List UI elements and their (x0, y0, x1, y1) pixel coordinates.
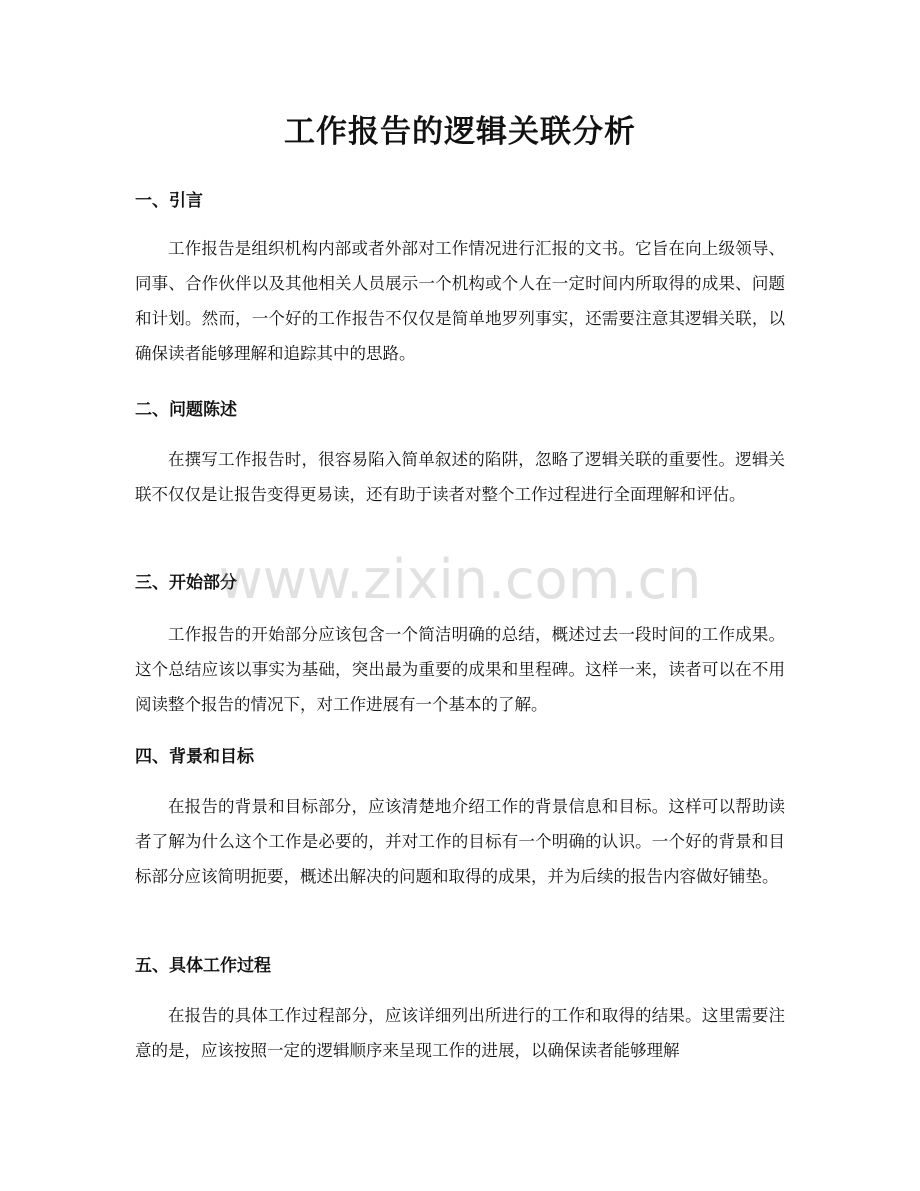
section-heading-problem-statement: 二、问题陈述 (135, 400, 237, 420)
section-paragraph-background-goals: 在报告的背景和目标部分，应该清楚地介绍工作的背景信息和目标。这样可以帮助读者了解为什么这个工作是必要的，并对工作的目标有一个明确的认识。一个好的背景和目标部分应该简明扼要，概述出解决的问题和取得的成果，并为后续的报告内容做好铺垫。 (135, 797, 785, 886)
section-heading-background-goals: 四、背景和目标 (135, 747, 254, 767)
section-heading-introduction: 一、引言 (135, 191, 203, 211)
section-heading-opening: 三、开始部分 (135, 573, 237, 593)
section-paragraph-introduction: 工作报告是组织机构内部或者外部对工作情况进行汇报的文书。它旨在向上级领导、同事、合作伙伴以及其他相关人员展示一个机构或个人在一定时间内所取得的成果、问题和计划。然而，一个好的工作报告不仅仅是简单地罗列事实，还需要注意其逻辑关联，以确保读者能够理解和追踪其中的思路。 (135, 239, 785, 363)
section-heading-work-process: 五、具体工作过程 (135, 956, 271, 976)
watermark-text: www.zixin.com.cn (218, 548, 702, 611)
section-paragraph-problem-statement: 在撰写工作报告时，很容易陷入简单叙述的陷阱，忽略了逻辑关联的重要性。逻辑关联不仅仅是让报告变得更易读，还有助于读者对整个工作过程进行全面理解和评估。 (135, 450, 785, 504)
section-paragraph-work-process: 在报告的具体工作过程部分，应该详细列出所进行的工作和取得的结果。这里需要注意的是，应该按照一定的逻辑顺序来呈现工作的进展，以确保读者能够理解 (135, 1006, 785, 1060)
section-paragraph-opening: 工作报告的开始部分应该包含一个简洁明确的总结，概述过去一段时间的工作成果。这个总结应该以事实为基础，突出最为重要的成果和里程碑。这样一来，读者可以在不用阅读整个报告的情况下，对工作进展有一个基本的了解。 (135, 625, 785, 714)
document-title: 工作报告的逻辑关联分析 (284, 114, 636, 150)
